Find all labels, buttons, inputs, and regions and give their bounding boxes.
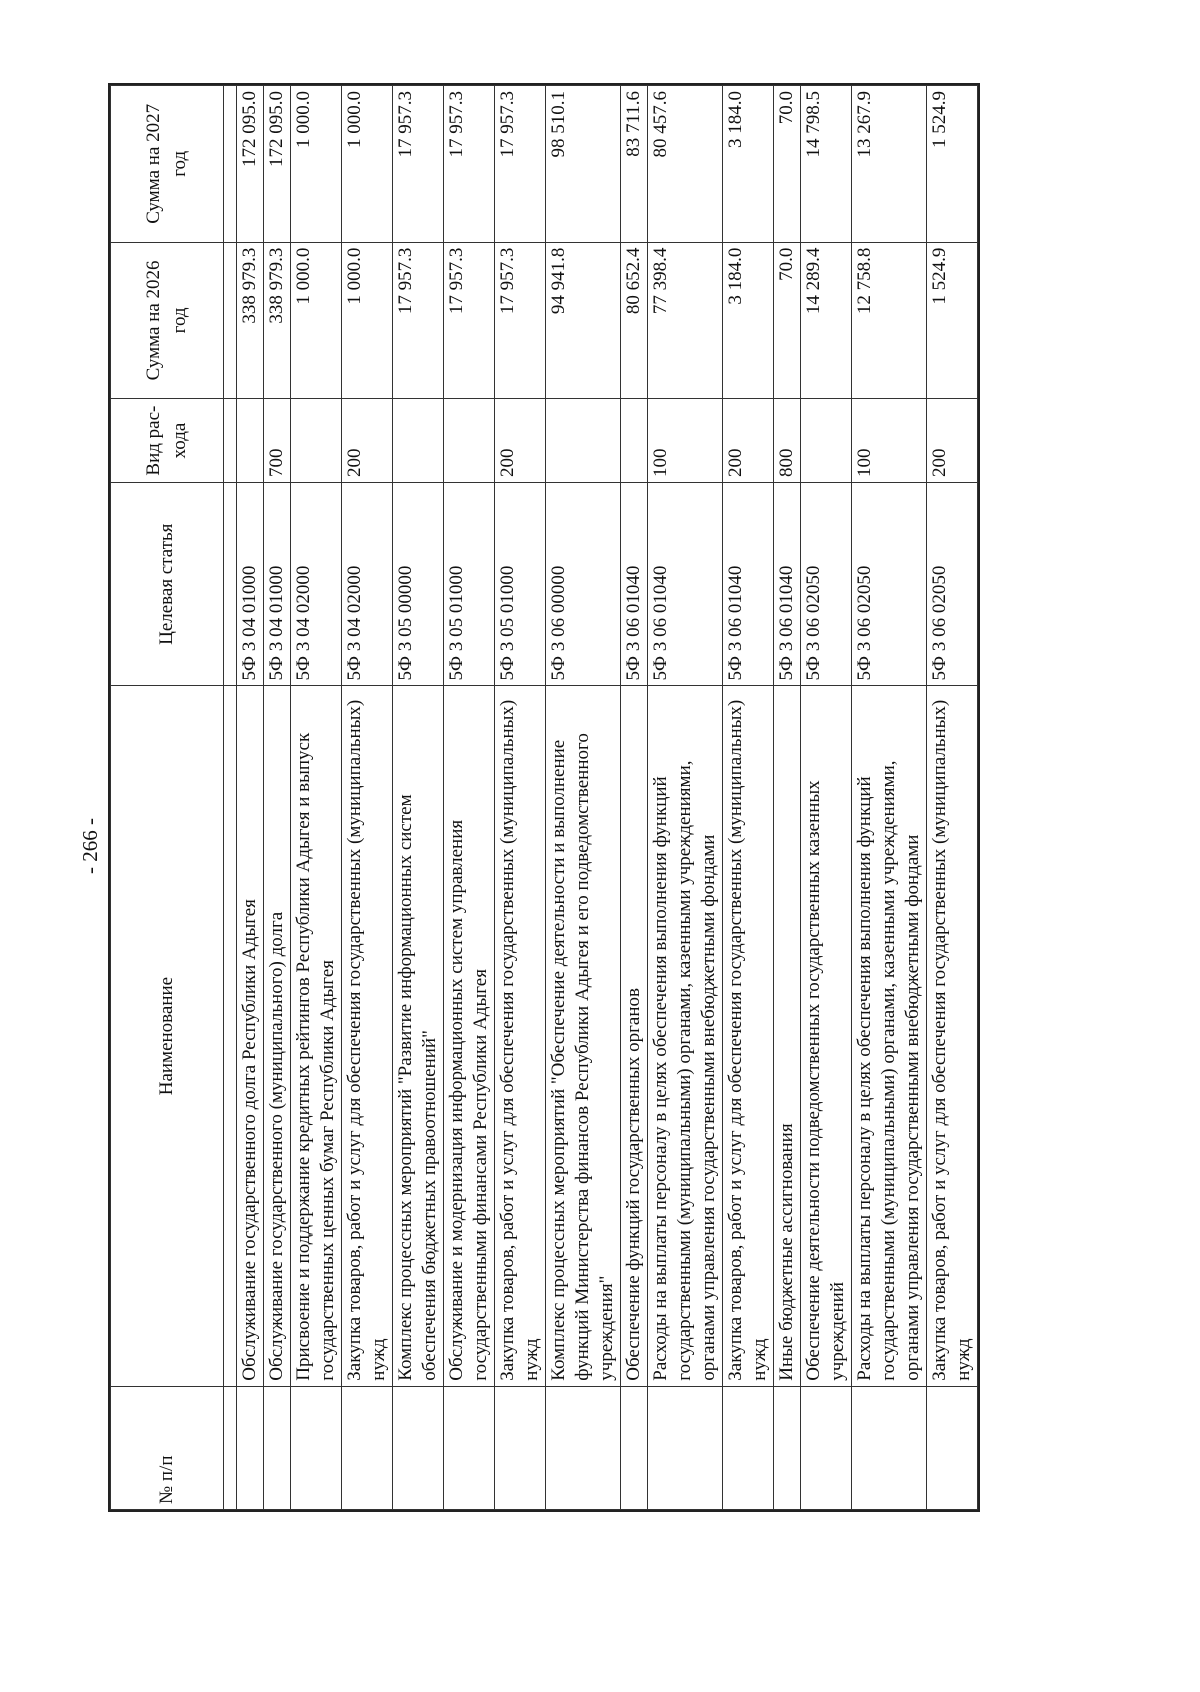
row-expense-type: 700: [264, 399, 291, 483]
row-num: [291, 1386, 342, 1509]
row-num: [495, 1386, 546, 1509]
table-row: [648, 86, 723, 1510]
table-row: [444, 86, 495, 1510]
row-sum-2026: 1 000.0: [291, 242, 342, 399]
row-name: Обслуживание государственного долга Республики Адыгея: [237, 686, 264, 1386]
row-sum-2026: 338 979.3: [237, 242, 264, 399]
row-num: [342, 1386, 393, 1509]
table-row: [342, 86, 393, 1510]
row-name: Иные бюджетные ассигнования: [774, 686, 801, 1386]
row-num: [264, 1386, 291, 1509]
row-sum-2027: 83 711.6: [621, 86, 648, 243]
row-sum-2027: 1 000.0: [342, 86, 393, 243]
row-target-code: 5Ф 3 04 01000: [237, 483, 264, 686]
row-num: [444, 1386, 495, 1509]
row-name: Закупка товаров, работ и услуг для обеспечения государственных (муниципальных) нужд: [927, 686, 978, 1386]
row-name: Закупка товаров, работ и услуг для обеспечения государственных (муниципальных) нужд: [342, 686, 393, 1386]
table-row: [852, 86, 927, 1510]
row-sum-2026: 338 979.3: [264, 242, 291, 399]
row-target-code: 5Ф 3 06 01040: [723, 483, 774, 686]
row-num: [774, 1386, 801, 1509]
row-num: [393, 1386, 444, 1509]
table-row: [291, 86, 342, 1510]
table-row: [774, 86, 801, 1510]
row-sum-2027: 80 457.6: [648, 86, 723, 243]
table-row: [621, 86, 648, 1510]
table-body: [224, 86, 978, 1510]
table-row: [546, 86, 621, 1510]
header-target: Целевая статья: [111, 483, 224, 686]
row-num: [237, 1386, 264, 1509]
row-sum-2026: 17 957.3: [495, 242, 546, 399]
row-name: Обеспечение функций государственных органов: [621, 686, 648, 1386]
row-sum-2027: 17 957.3: [444, 86, 495, 243]
header-num: № п/п: [111, 1386, 224, 1509]
row-sum-2026: 1 000.0: [342, 242, 393, 399]
budget-table-frame: [108, 83, 980, 1512]
table-row: [264, 86, 291, 1510]
row-expense-type: 200: [927, 399, 978, 483]
row-sum-2026: 3 184.0: [723, 242, 774, 399]
row-sum-2026: 17 957.3: [444, 242, 495, 399]
row-expense-type: 200: [723, 399, 774, 483]
row-expense-type: [393, 399, 444, 483]
row-name: Присвоение и поддержание кредитных рейтингов Республики Адыгея и выпуск государственных ценных бумаг Республики Адыгея: [291, 686, 342, 1386]
row-num: [801, 1386, 852, 1509]
row-name: Закупка товаров, работ и услуг для обеспечения государственных (муниципальных) нужд: [723, 686, 774, 1386]
row-sum-2026: 1 524.9: [927, 242, 978, 399]
row-sum-2026: 80 652.4: [621, 242, 648, 399]
row-expense-type: [801, 399, 852, 483]
row-target-code: 5Ф 3 04 02000: [342, 483, 393, 686]
row-sum-2027: 17 957.3: [495, 86, 546, 243]
row-sum-2027: 70.0: [774, 86, 801, 243]
row-target-code: 5Ф 3 05 01000: [495, 483, 546, 686]
row-target-code: 5Ф 3 04 02000: [291, 483, 342, 686]
row-name: Расходы на выплаты персоналу в целях обеспечения выполнения функций государственными (муниципальными) органами, казенными учреждениями, органами управления государственными внебюджетными фондами: [852, 686, 927, 1386]
row-target-code: 5Ф 3 04 01000: [264, 483, 291, 686]
row-sum-2027: 13 267.9: [852, 86, 927, 243]
row-name: Комплекс процессных мероприятий "Обеспечение деятельности и выполнение функций Министерства финансов Республики Адыгея и его подведомственного учреждения": [546, 686, 621, 1386]
row-expense-type: [291, 399, 342, 483]
row-sum-2027: 14 798.5: [801, 86, 852, 243]
table-row: [801, 86, 852, 1510]
header-vid: Вид рас- хода: [111, 399, 224, 483]
page-number: - 266 -: [78, 818, 102, 874]
row-num: [723, 1386, 774, 1509]
table-row: [927, 86, 978, 1510]
row-expense-type: 100: [648, 399, 723, 483]
row-target-code: 5Ф 3 06 00000: [546, 483, 621, 686]
row-expense-type: 200: [495, 399, 546, 483]
row-target-code: 5Ф 3 05 01000: [444, 483, 495, 686]
row-target-code: 5Ф 3 06 01040: [774, 483, 801, 686]
row-name: Обслуживание и модернизация информационных систем управления государственными финансами Республики Адыгея: [444, 686, 495, 1386]
table-row: [495, 86, 546, 1510]
row-name: Обслуживание государственного (муниципального) долга: [264, 686, 291, 1386]
row-target-code: 5Ф 3 06 01040: [648, 483, 723, 686]
row-expense-type: 100: [852, 399, 927, 483]
row-target-code: 5Ф 3 05 00000: [393, 483, 444, 686]
row-num: [648, 1386, 723, 1509]
table-row: [237, 86, 264, 1510]
budget-table: [110, 85, 978, 1510]
table-row: [723, 86, 774, 1510]
row-name: Закупка товаров, работ и услуг для обеспечения государственных (муниципальных) нужд: [495, 686, 546, 1386]
row-num: [927, 1386, 978, 1509]
row-target-code: 5Ф 3 06 01040: [621, 483, 648, 686]
row-sum-2026: 70.0: [774, 242, 801, 399]
row-sum-2027: 172 095.0: [264, 86, 291, 243]
row-sum-2026: 12 758.8: [852, 242, 927, 399]
row-num: [621, 1386, 648, 1509]
header-row: [111, 86, 224, 1510]
header-sum-2027: Сумма на 2027 год: [111, 86, 224, 243]
row-target-code: 5Ф 3 06 02050: [852, 483, 927, 686]
row-sum-2027: 98 510.1: [546, 86, 621, 243]
row-target-code: 5Ф 3 06 02050: [927, 483, 978, 686]
header-sum-2026: Сумма на 2026 год: [111, 242, 224, 399]
row-num: [852, 1386, 927, 1509]
row-expense-type: [444, 399, 495, 483]
row-sum-2026: 17 957.3: [393, 242, 444, 399]
row-sum-2026: 77 398.4: [648, 242, 723, 399]
row-expense-type: [621, 399, 648, 483]
table-row-spacer: [224, 86, 237, 1510]
row-sum-2026: 14 289.4: [801, 242, 852, 399]
row-name: Комплекс процессных мероприятий "Развитие информационных систем обеспечения бюджетных правоотношений": [393, 686, 444, 1386]
row-name: Обеспечение деятельности подведомственных государственных казенных учреждений: [801, 686, 852, 1386]
row-sum-2027: 172 095.0: [237, 86, 264, 243]
row-sum-2027: 17 957.3: [393, 86, 444, 243]
row-sum-2027: 1 000.0: [291, 86, 342, 243]
row-target-code: 5Ф 3 06 02050: [801, 483, 852, 686]
row-expense-type: 800: [774, 399, 801, 483]
table-row: [393, 86, 444, 1510]
row-expense-type: [237, 399, 264, 483]
row-sum-2027: 1 524.9: [927, 86, 978, 243]
row-name: Расходы на выплаты персоналу в целях обеспечения выполнения функций государственными (муниципальными) органами, казенными учреждениями, органами управления государственными внебюджетными фондами: [648, 686, 723, 1386]
row-expense-type: 200: [342, 399, 393, 483]
row-sum-2026: 94 941.8: [546, 242, 621, 399]
header-name: Наименование: [111, 686, 224, 1386]
row-sum-2027: 3 184.0: [723, 86, 774, 243]
row-expense-type: [546, 399, 621, 483]
row-num: [546, 1386, 621, 1509]
